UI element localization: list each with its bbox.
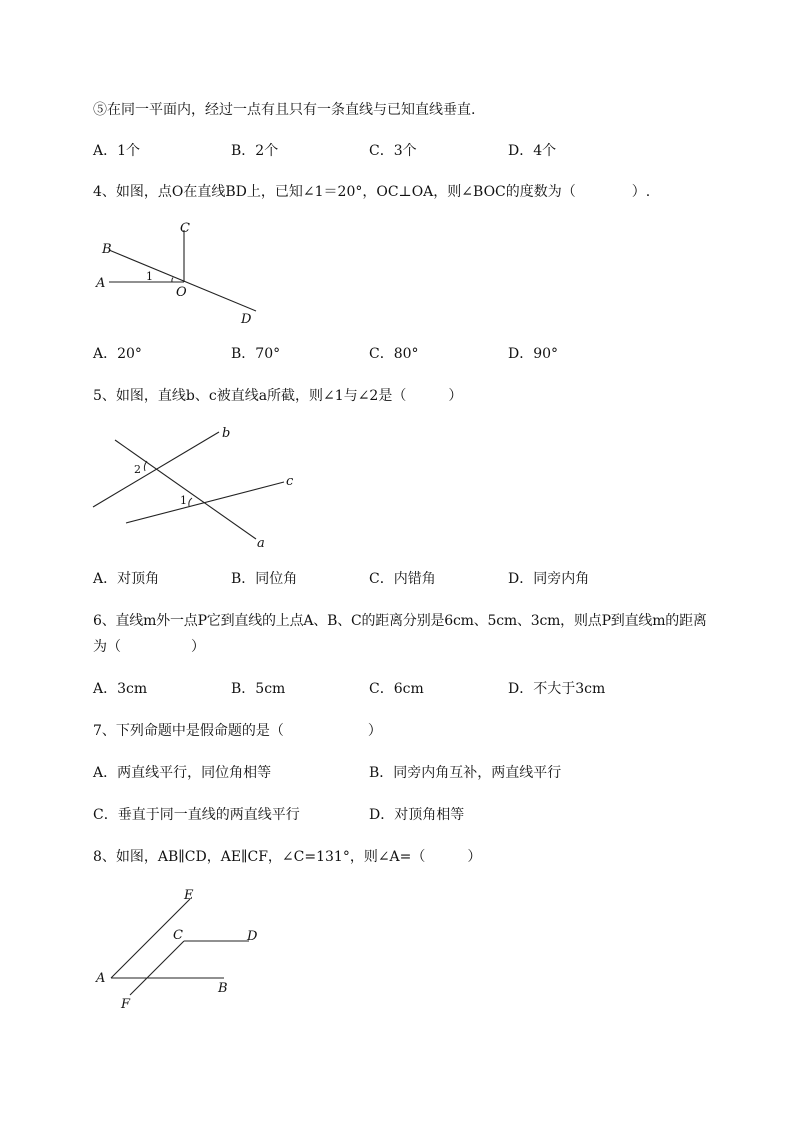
- line-cf: [130, 941, 184, 995]
- label-f: F: [121, 997, 131, 1012]
- question-5-figure: [90, 425, 300, 550]
- label-a: A: [96, 971, 106, 986]
- label-angle-1: 1: [180, 494, 187, 507]
- option-a[interactable]: A．3cm: [93, 681, 148, 697]
- label-o: O: [176, 285, 187, 300]
- question-4-figure: [90, 220, 270, 330]
- option-c[interactable]: C．6cm: [369, 681, 424, 697]
- option-d[interactable]: D．对顶角相等: [369, 807, 465, 823]
- option-b[interactable]: B．5cm: [231, 681, 286, 697]
- option-a[interactable]: A．对顶角: [93, 571, 160, 587]
- line-a: [115, 440, 256, 539]
- option-c[interactable]: C．内错角: [369, 571, 436, 587]
- question-5-stem: 5、如图，直线b、c被直线a所截，则∠1与∠2是（ ）: [93, 388, 463, 404]
- option-c[interactable]: C．3个: [369, 143, 417, 159]
- option-c[interactable]: C．垂直于同一直线的两直线平行: [93, 807, 300, 823]
- label-c: c: [286, 474, 294, 489]
- question-8-stem: 8、如图，AB∥CD，AE∥CF，∠C=131°，则∠A=（ ）: [93, 849, 482, 865]
- option-a[interactable]: A．1个: [93, 143, 141, 159]
- label-d: D: [241, 312, 252, 327]
- angle-1-arc: [172, 278, 173, 283]
- question-7-stem: 7、下列命题中是假命题的是（ ）: [93, 723, 382, 739]
- option-a[interactable]: A．20°: [93, 346, 142, 362]
- line-bd: [109, 250, 256, 311]
- question-4-stem: 4、如图，点O在直线BD上，已知∠1＝20°，OC⊥OA，则∠BOC的度数为（ ）.: [93, 184, 651, 200]
- option-d[interactable]: D．90°: [508, 346, 559, 362]
- option-b[interactable]: B．70°: [231, 346, 281, 362]
- line-c: [126, 482, 284, 523]
- label-c: C: [180, 221, 190, 236]
- option-b[interactable]: B．同位角: [231, 571, 298, 587]
- option-d[interactable]: D．同旁内角: [508, 571, 590, 587]
- label-c: C: [173, 928, 183, 943]
- label-d: D: [247, 929, 258, 944]
- question-8-figure: [90, 885, 270, 1015]
- label-a: a: [257, 536, 265, 551]
- option-a[interactable]: A．两直线平行，同位角相等: [93, 765, 272, 781]
- label-e: E: [184, 888, 194, 903]
- angle-1-arc: [189, 498, 192, 506]
- question-6-stem: 6、直线m外一点P它到直线的上点A、B、C的距离分别是6cm、5cm、3cm，则点P到直线m的距离: [93, 613, 707, 629]
- label-angle-2: 2: [134, 463, 141, 476]
- label-angle-1: 1: [146, 270, 153, 283]
- label-b: B: [102, 242, 112, 257]
- statement-5: ⑤在同一平面内，经过一点有且只有一条直线与已知直线垂直.: [93, 102, 476, 118]
- option-c[interactable]: C．80°: [369, 346, 419, 362]
- option-d[interactable]: D．4个: [508, 143, 557, 159]
- label-a: A: [96, 276, 106, 291]
- option-b[interactable]: B．2个: [231, 143, 279, 159]
- label-b: B: [218, 981, 228, 996]
- label-b: b: [222, 426, 231, 441]
- line-b: [93, 432, 219, 507]
- option-d[interactable]: D．不大于3cm: [508, 681, 606, 697]
- option-b[interactable]: B．同旁内角互补，两直线平行: [369, 765, 562, 781]
- question-6-stem-cont: 为（ ）: [93, 639, 205, 655]
